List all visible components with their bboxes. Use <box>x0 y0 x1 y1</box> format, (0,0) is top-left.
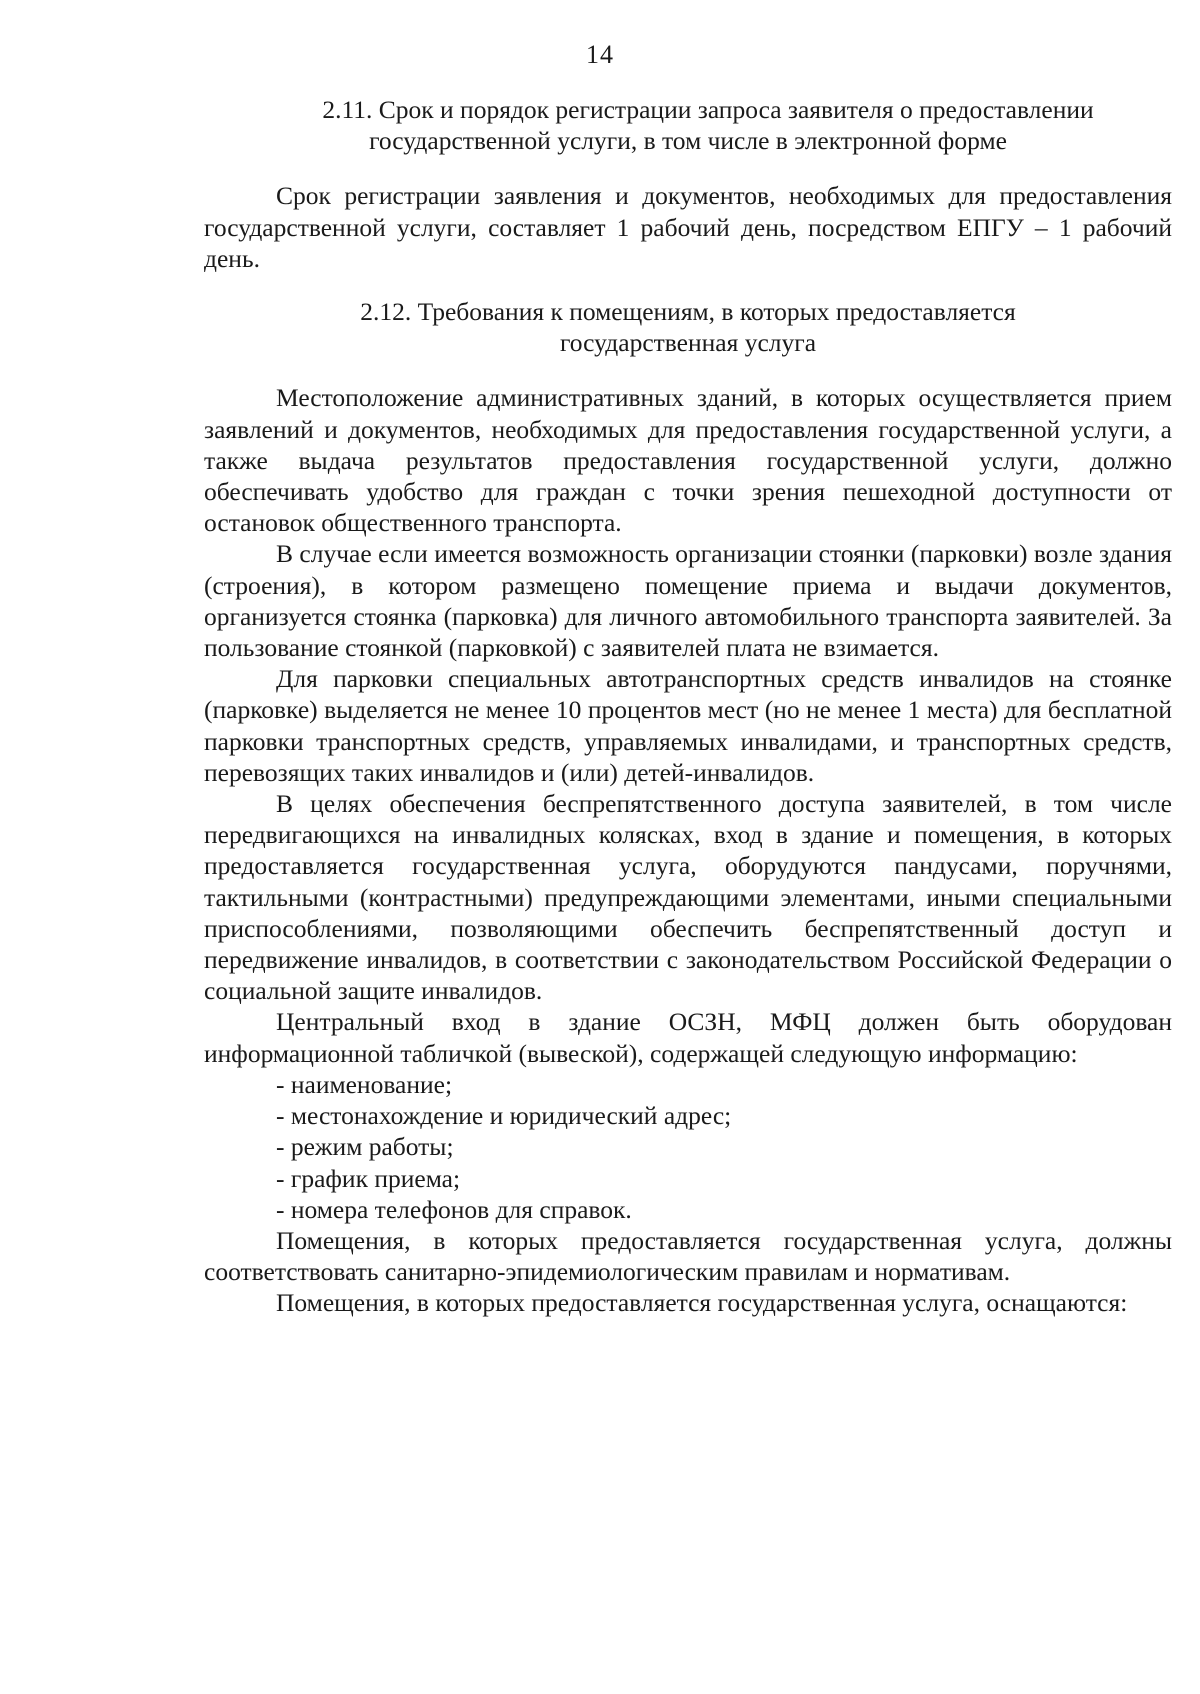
list-item: - местонахождение и юридический адрес; <box>276 1101 732 1131</box>
section-2-12-paragraph-7: Помещения, в которых предоставляется государственная услуга, оснащаются: <box>276 1288 1128 1318</box>
section-2-11-title-line-2: государственной услуги, в том числе в электронной форме <box>369 126 1007 156</box>
list-item: - режим работы; <box>276 1132 454 1162</box>
section-2-12-paragraph-6: Помещения, в которых предоставляется государственная услуга, должны соответствовать санитарно-эпидемиологическим правилам и нормативам. <box>204 1225 1172 1287</box>
section-2-11 <box>204 94 1172 274</box>
page-content <box>204 94 1172 1319</box>
section-2-11-paragraph-1: Срок регистрации заявления и документов, необходимых для предоставления государственной услуги, составляет 1 рабочий день, посредством ЕПГУ – 1 рабочий день. <box>204 181 1172 273</box>
section-2-12-paragraph-5: Центральный вход в здание ОСЗН, МФЦ должен быть оборудован информационной табличкой (вывеской), содержащей следующую информацию: <box>204 1007 1172 1068</box>
list-item: - номера телефонов для справок. <box>276 1194 632 1224</box>
section-2-11-title-line-1: 2.11. Срок и порядок регистрации запроса заявителя о предоставлении <box>322 95 1094 124</box>
section-2-12 <box>204 296 1172 1319</box>
section-2-12-paragraph-4: В целях обеспечения беспрепятственного доступа заявителей, в том числе передвигающихся на инвалидных колясках, вход в здание и помещения, в которых предоставляется государственная услуга, оборудуются пандусами, поручнями, тактильными (контрастными) предупреждающими элементами, иными специальными приспособлениями, позволяющими обеспечить беспрепятственный доступ и передвижение инвалидов, в соответствии с законодательством Российской Федерации о социальной защите инвалидов. <box>204 789 1172 1006</box>
section-2-12-title-line-1: 2.12. Требования к помещениям, в которых предоставляется <box>360 297 1016 327</box>
list-item: - график приема; <box>276 1163 461 1193</box>
list-item: - наименование; <box>276 1069 453 1099</box>
page-number: 14 <box>586 40 614 69</box>
sign-info-list <box>204 1069 1172 1225</box>
section-2-12-paragraph-3: Для парковки специальных автотранспортных средств инвалидов на стоянке (парковке) выделяется не менее 10 процентов мест (но не менее 1 места) для бесплатной парковки транспортных средств, управляемых инвалидами, и транспортных средств, перевозящих таких инвалидов и (или) детей-инвалидов. <box>204 664 1172 787</box>
section-2-12-paragraph-1: Местоположение административных зданий, в которых осуществляется прием заявлений и документов, необходимых для предоставления государственной услуги, а также выдача результатов предоставления государственной услуги, должно обеспечивать удобство для граждан с точки зрения пешеходной доступности от остановок общественного транспорта. <box>204 383 1172 538</box>
section-2-12-paragraph-2: В случае если имеется возможность организации стоянки (парковки) возле здания (строения), в котором размещено помещение приема и выдачи документов, организуется стоянка (парковка) для личного автомобильного транспорта заявителей. За пользование стоянкой (парковкой) с заявителей плата не взимается. <box>204 539 1172 663</box>
section-2-12-title-line-2: государственная услуга <box>559 328 817 358</box>
